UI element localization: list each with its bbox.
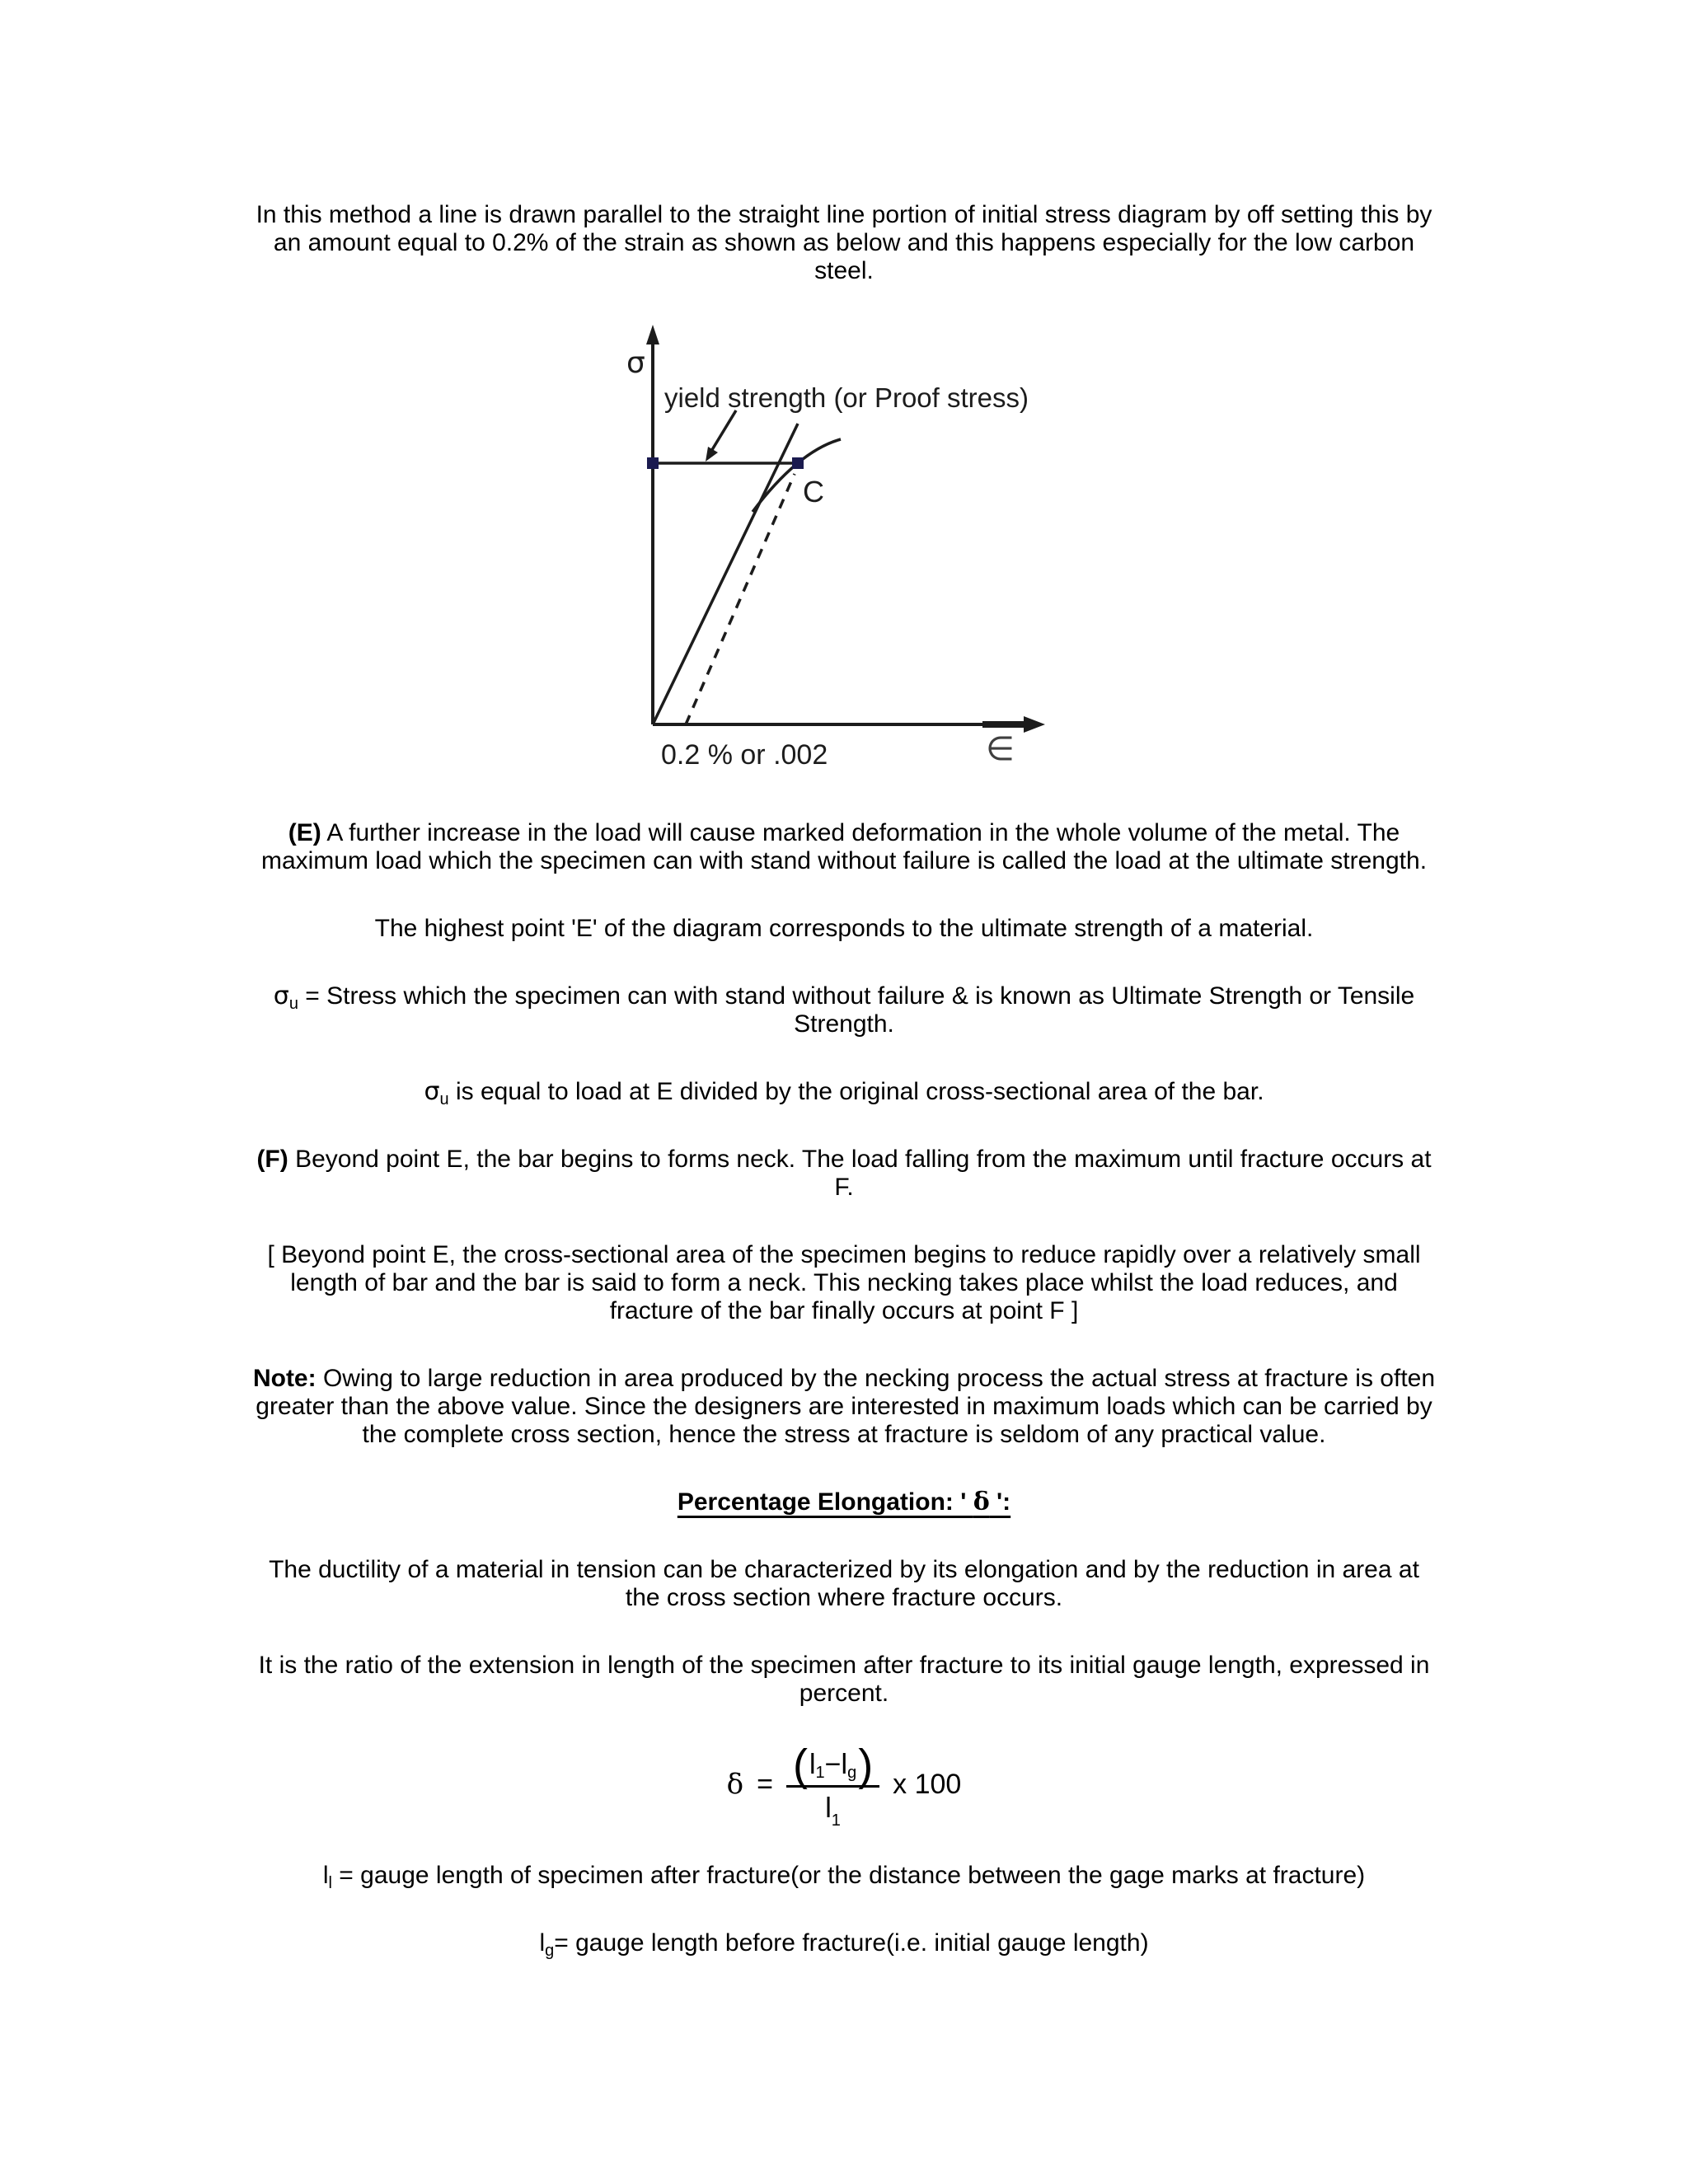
- lg-definition: $l_g=$ gauge length before fracture(i.e. initial gauge length): [539, 1929, 1149, 1960]
- yield-strength-annotation: yield strength (or Proof stress): [664, 382, 1029, 413]
- yield-axis-marker: [647, 457, 659, 469]
- formula-times-100: x 100: [893, 1768, 962, 1800]
- sigma-symbol: σ: [424, 1077, 440, 1106]
- l1-definition: $l_l$ = gauge length of specimen after fracture(or the distance between the gage marks at fracture): [322, 1862, 1366, 1892]
- highest-point-paragraph: The highest point 'E' of the diagram corresponds to the ultimate strength of a material.: [374, 915, 1314, 942]
- point-f-paragraph: [209, 1146, 1479, 1202]
- necking-bracket-paragraph: [209, 1241, 1479, 1325]
- note-marker: Note:: [252, 1365, 316, 1392]
- point-f-line-2: F.: [834, 1174, 854, 1201]
- ductility-paragraph: [209, 1556, 1479, 1612]
- ratio-line-2: percent.: [799, 1680, 889, 1707]
- point-e-line-1: (E) A further increase in the load will cause marked deformation in the whole volume of the metal. The: [288, 819, 1400, 846]
- intro-paragraph: [209, 201, 1479, 285]
- annotation-arrow-line: [710, 410, 736, 452]
- formula-equals: =: [757, 1768, 773, 1800]
- formula-fraction: [786, 1741, 879, 1830]
- ultimate-strength-definition: [209, 982, 1479, 1038]
- point-f-line-1: (F) Beyond point E, the bar begins to forms neck. The load falling from the maximum until fracture occurs at: [256, 1146, 1432, 1173]
- intro-line-2: an amount equal to 0.2% of the strain as shown as below and this happens especially for the low carbon: [273, 229, 1415, 256]
- sigma-axis-label: σ: [626, 346, 645, 380]
- y-axis-arrowhead-icon: [646, 325, 659, 344]
- point-c-marker: [792, 457, 804, 469]
- epsilon-axis-label: ∈: [986, 730, 1015, 768]
- elongation-formula: [209, 1741, 1479, 1830]
- sigma-u-def-line-2: Strength.: [794, 1010, 894, 1038]
- point-c-label: C: [803, 475, 824, 509]
- sigma-u-def-line-1: $\sigma_u$ = Stress which the specimen can with stand without failure & is known as Ultimate Strength or Tensile: [273, 982, 1415, 1013]
- formula-denominator: $l_1$: [825, 1793, 841, 1830]
- necking-line-1: [ Beyond point E, the cross-sectional area of the specimen begins to reduce rapidly over a relatively small: [267, 1241, 1421, 1268]
- offset-strain-label: 0.2 % or .002: [661, 739, 828, 771]
- note-line-3: the complete cross section, hence the stress at fracture is seldom of any practical value.: [362, 1421, 1326, 1448]
- ductility-line-2: the cross section where fracture occurs.: [625, 1584, 1063, 1611]
- percentage-elongation-heading: Percentage Elongation: ' δ ':: [677, 1488, 1011, 1516]
- stress-strain-diagram: [209, 321, 1479, 780]
- intro-line-3: steel.: [814, 257, 874, 284]
- sigma-u-load-paragraph: $\sigma_u$ is equal to load at E divided by the original cross-sectional area of the bar.: [424, 1077, 1264, 1108]
- document-page: [209, 0, 1479, 1960]
- stress-strain-curve: [753, 439, 841, 512]
- elastic-line: [653, 424, 798, 724]
- point-e-paragraph: [209, 819, 1479, 875]
- ratio-line-1: It is the ratio of the extension in length of the specimen after fracture to its initial gauge length, expressed in: [258, 1652, 1430, 1679]
- delta-symbol: δ: [973, 1488, 990, 1516]
- elongation-ratio-paragraph: [209, 1652, 1479, 1708]
- point-e-line-2: maximum load which the specimen can with stand without failure is called the load at the ultimate strength.: [260, 847, 1428, 874]
- necking-line-2: length of bar and the bar is said to form a neck. This necking takes place whilst the load reduces, and: [290, 1269, 1398, 1296]
- note-paragraph: [209, 1365, 1479, 1449]
- point-e-marker: (E): [288, 819, 321, 846]
- l1-symbol: l: [322, 1862, 329, 1889]
- formula-delta-symbol: δ: [726, 1767, 744, 1801]
- intro-line-1: In this method a line is drawn parallel to the straight line portion of initial stress diagram by off setting this by: [256, 201, 1432, 228]
- stress-strain-diagram-svg: [621, 321, 1067, 773]
- lg-symbol: l: [539, 1929, 546, 1957]
- x-axis-arrowhead-icon: [1024, 716, 1045, 733]
- sigma-symbol: σ: [273, 982, 289, 1010]
- annotation-arrowhead-icon: [706, 447, 718, 462]
- formula-numerator: ( l $_1$ − l $_g$ ): [786, 1746, 879, 1788]
- note-line-1: Note: Owing to large reduction in area produced by the necking process the actual stress at fracture is often: [252, 1365, 1436, 1392]
- necking-line-3: fracture of the bar finally occurs at point F ]: [609, 1297, 1079, 1324]
- note-line-2: greater than the above value. Since the designers are interested in maximum loads which can be carried by: [256, 1393, 1432, 1420]
- ductility-line-1: The ductility of a material in tension can be characterized by its elongation and by the reduction in area at: [269, 1556, 1419, 1583]
- point-f-marker: (F): [256, 1146, 288, 1173]
- offset-dashed-line: [686, 474, 795, 724]
